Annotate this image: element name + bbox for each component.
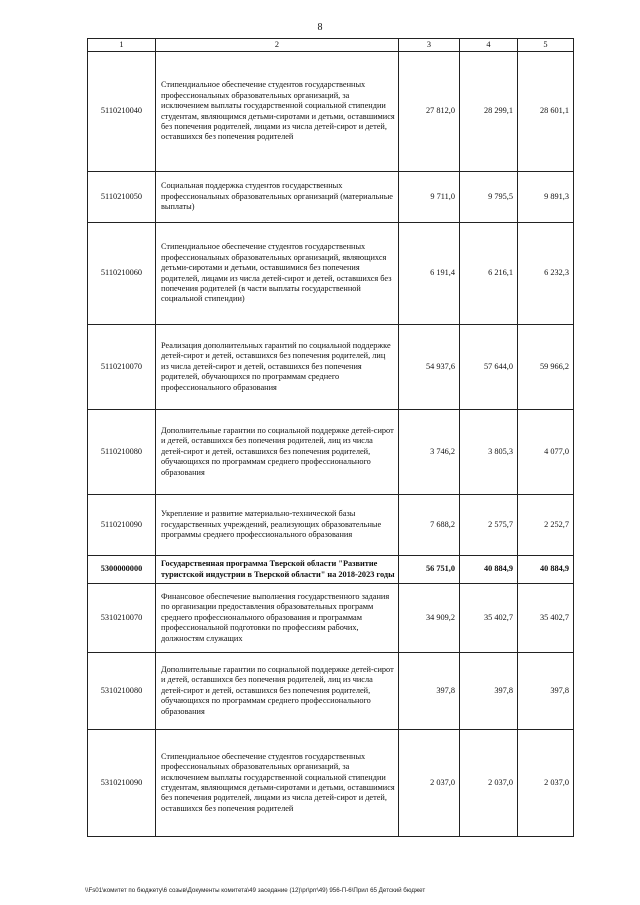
value-col5-cell: 397,8 [518, 653, 574, 730]
description-cell: Стипендиальное обеспечение студентов государственных профессиональных образовательных организаций, за исключением выплаты государственной социальной стипендии студентам, являющимся детьми-сиротами и детьми, оставшимися без попечения родителей, лицами из числа детей-сирот и детей, оставшихся без попечения родителей [156, 52, 399, 172]
value-col4-cell: 3 805,3 [460, 410, 518, 495]
description-cell: Стипендиальное обеспечение студентов государственных профессиональных образовательных организаций, за исключением выплаты государственной социальной стипендии студентам, являющимся детьми-сиротами и детьми, оставшимися без попечения родителей, лицами из числа детей-сирот и детей, оставшихся без попечения родителей [156, 730, 399, 837]
table-row [88, 172, 574, 223]
value-col3-cell: 34 909,2 [399, 584, 460, 653]
value-col3-cell: 3 746,2 [399, 410, 460, 495]
footer-file-path: \\Fs01\комитет по бюджету\6 созыв\Документы комитета\49 заседание (12)\pr\prr\49) 956-П-6\Прил 65 Детский бюджет [85, 887, 426, 894]
value-col5-cell: 9 891,3 [518, 172, 574, 223]
table-row [88, 410, 574, 495]
table-body [88, 52, 574, 837]
value-col5-cell: 6 232,3 [518, 223, 574, 325]
description-cell: Дополнительные гарантии по социальной поддержке детей-сирот и детей, оставшихся без попечения родителей, лиц из числа детей-сирот и детей, оставшихся без попечения родителей, обучающихся по программам среднего профессионального образования [156, 653, 399, 730]
value-col4-cell: 40 884,9 [460, 556, 518, 584]
table-row [88, 584, 574, 653]
value-col5-cell: 40 884,9 [518, 556, 574, 584]
value-col4-cell: 6 216,1 [460, 223, 518, 325]
value-col3-cell: 56 751,0 [399, 556, 460, 584]
value-col4-cell: 397,8 [460, 653, 518, 730]
value-col4-cell: 9 795,5 [460, 172, 518, 223]
description-cell: Государственная программа Тверской области "Развитие туристской индустрии в Тверской области" на 2018-2023 годы [156, 556, 399, 584]
description-cell: Укрепление и развитие материально-технической базы государственных учреждений, реализующих образовательные программы среднего профессионального образования [156, 495, 399, 556]
value-col4-cell: 35 402,7 [460, 584, 518, 653]
value-col5-cell: 35 402,7 [518, 584, 574, 653]
budget-code-cell: 5110210090 [88, 495, 156, 556]
description-cell: Реализация дополнительных гарантий по социальной поддержке детей-сирот и детей, оставшихся без попечения родителей, лиц из числа детей-сирот и детей, оставшихся без попечения родителей, обучающихся по программам среднего профессионального образования [156, 325, 399, 410]
value-col4-cell: 57 644,0 [460, 325, 518, 410]
value-col5-cell: 59 966,2 [518, 325, 574, 410]
budget-code-cell: 5110210060 [88, 223, 156, 325]
budget-table [87, 38, 574, 837]
budget-code-cell: 5300000000 [88, 556, 156, 584]
value-col3-cell: 2 037,0 [399, 730, 460, 837]
budget-code-cell: 5310210080 [88, 653, 156, 730]
page-number: 8 [317, 22, 323, 33]
description-cell: Стипендиальное обеспечение студентов государственных профессиональных образовательных организаций, являющихся детьми-сиротами и детьми, оставшимися без попечения родителей, лицами из числа детей-сирот и детей, оставшихся без попечения родителей (в части выплаты государственной социальной стипендии) [156, 223, 399, 325]
value-col3-cell: 9 711,0 [399, 172, 460, 223]
budget-code-cell: 5110210040 [88, 52, 156, 172]
description-cell: Социальная поддержка студентов государственных профессиональных образовательных организаций (материальные выплаты) [156, 172, 399, 223]
budget-code-cell: 5310210090 [88, 730, 156, 837]
column-header: 3 [399, 39, 460, 52]
value-col5-cell: 28 601,1 [518, 52, 574, 172]
description-cell: Дополнительные гарантии по социальной поддержке детей-сирот и детей, оставшихся без попечения родителей, лиц из числа детей-сирот и детей, оставшихся без попечения родителей, обучающихся по программам среднего профессионального образования [156, 410, 399, 495]
table-row [88, 325, 574, 410]
value-col5-cell: 2 037,0 [518, 730, 574, 837]
column-header: 4 [460, 39, 518, 52]
table-row [88, 52, 574, 172]
value-col5-cell: 4 077,0 [518, 410, 574, 495]
column-header: 5 [518, 39, 574, 52]
budget-code-cell: 5110210050 [88, 172, 156, 223]
value-col5-cell: 2 252,7 [518, 495, 574, 556]
column-header: 2 [156, 39, 399, 52]
value-col4-cell: 2 037,0 [460, 730, 518, 837]
column-header: 1 [88, 39, 156, 52]
value-col3-cell: 27 812,0 [399, 52, 460, 172]
budget-code-cell: 5110210070 [88, 325, 156, 410]
value-col3-cell: 7 688,2 [399, 495, 460, 556]
budget-code-cell: 5110210080 [88, 410, 156, 495]
value-col4-cell: 2 575,7 [460, 495, 518, 556]
value-col3-cell: 6 191,4 [399, 223, 460, 325]
value-col3-cell: 54 937,6 [399, 325, 460, 410]
table-row [88, 223, 574, 325]
description-cell: Финансовое обеспечение выполнения государственного задания по организации предоставления образовательных программ среднего профессионального образования и программам профессиональной подготовки по профессиям рабочих, должностям служащих [156, 584, 399, 653]
table-row [88, 730, 574, 837]
table-row [88, 556, 574, 584]
budget-code-cell: 5310210070 [88, 584, 156, 653]
table-header-row [88, 39, 574, 52]
value-col3-cell: 397,8 [399, 653, 460, 730]
value-col4-cell: 28 299,1 [460, 52, 518, 172]
table-row [88, 653, 574, 730]
table-row [88, 495, 574, 556]
